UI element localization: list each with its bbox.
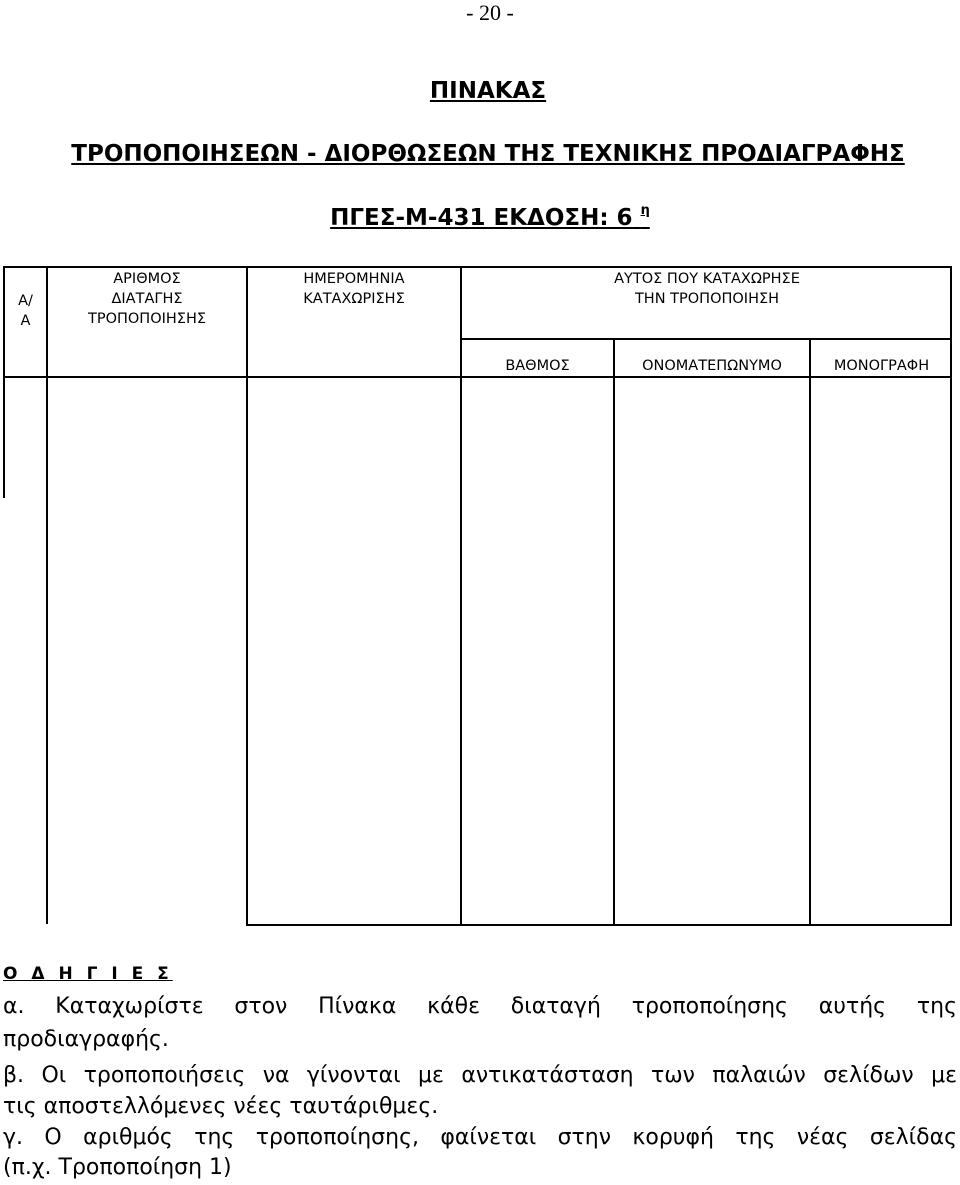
instruction-b bbox=[3, 1061, 957, 1091]
col-separator-2 bbox=[246, 266, 248, 926]
instruction-a-cont: προδιαγραφής. bbox=[3, 1027, 169, 1052]
instruction-c bbox=[3, 1123, 957, 1153]
page-title: ΠΙΝΑΚΑΣ bbox=[429, 78, 547, 104]
document-id bbox=[0, 203, 960, 231]
header-rank: ΒΑΘΜΟΣ bbox=[505, 358, 570, 374]
header-aa-line2: Α bbox=[20, 313, 31, 329]
instruction-b-line1: β. Οι τροποποιήσεις να γίνονται με αντικατάσταση των παλαιών σελίδων με bbox=[3, 1063, 957, 1088]
col-separator-1 bbox=[46, 266, 48, 924]
header-number-line2: ΔΙΑΤΑΓΗΣ bbox=[111, 291, 183, 307]
header-number-line3: ΤΡΟΠΟΠΟΙΗΣΗΣ bbox=[87, 311, 207, 327]
table-bottom-border bbox=[246, 924, 952, 926]
edition-superscript: η bbox=[640, 203, 650, 218]
table-top-border bbox=[3, 266, 952, 268]
page-subtitle: ΤΡΟΠΟΠΟΙΗΣΕΩΝ - ΔΙΟΡΘΩΣΕΩΝ ΤΗΣ ΤΕΧΝΙΚΗΣ ΠΡΟΔΙΑΓΡΑΦΗΣ bbox=[71, 141, 905, 167]
header-aa bbox=[5, 291, 46, 331]
header-date-line1: ΗΜΕΡΟΜΗΝΙΑ bbox=[303, 271, 405, 287]
instruction-a bbox=[3, 992, 957, 1022]
col-separator-4 bbox=[613, 338, 615, 926]
page-number: - 20 - bbox=[466, 0, 514, 25]
header-aa-line1: Α/ bbox=[18, 293, 33, 309]
header-amendment-number bbox=[48, 269, 246, 329]
header-date-line2: ΚΑΤΑΧΩΡΙΣΗΣ bbox=[303, 291, 405, 307]
header-number-line1: ΑΡΙΘΜΟΣ bbox=[113, 271, 181, 287]
instruction-c-line1: γ. Ο αριθμός της τροποποίησης, φαίνεται στην κορυφή της νέας σελίδας bbox=[3, 1125, 957, 1150]
group-header-divider bbox=[460, 338, 952, 340]
instruction-a-line1: α. Καταχωρίστε στον Πίνακα κάθε διαταγή τροποποίησης αυτής της bbox=[3, 994, 957, 1019]
header-signature: ΜΟΝΟΓΡΑΦΗ bbox=[833, 358, 930, 374]
instructions-heading: Ο Δ Η Γ Ι Ε Σ bbox=[3, 964, 173, 984]
col-separator-5 bbox=[809, 338, 811, 926]
header-full-name: ΟΝΟΜΑΤΕΠΩΝΥΜΟ bbox=[642, 358, 782, 374]
instruction-b-cont: τις αποστελλόμενες νέες ταυτάριθμες. bbox=[3, 1094, 439, 1119]
document-id-text: ΠΓΕΣ-Μ-431 ΕΚΔΟΣΗ: 6 bbox=[330, 205, 633, 231]
header-entered-by bbox=[462, 269, 952, 309]
header-entered-by-line1: ΑΥΤΟΣ ΠΟΥ ΚΑΤΑΧΩΡΗΣΕ bbox=[614, 271, 800, 287]
header-entered-by-line2: ΤΗΝ ΤΡΟΠΟΠΟΙΗΣΗ bbox=[634, 291, 780, 307]
header-entry-date bbox=[248, 269, 460, 309]
amendments-table bbox=[3, 266, 952, 926]
instruction-c-cont: (π.χ. Τροποποίηση 1) bbox=[3, 1155, 232, 1180]
